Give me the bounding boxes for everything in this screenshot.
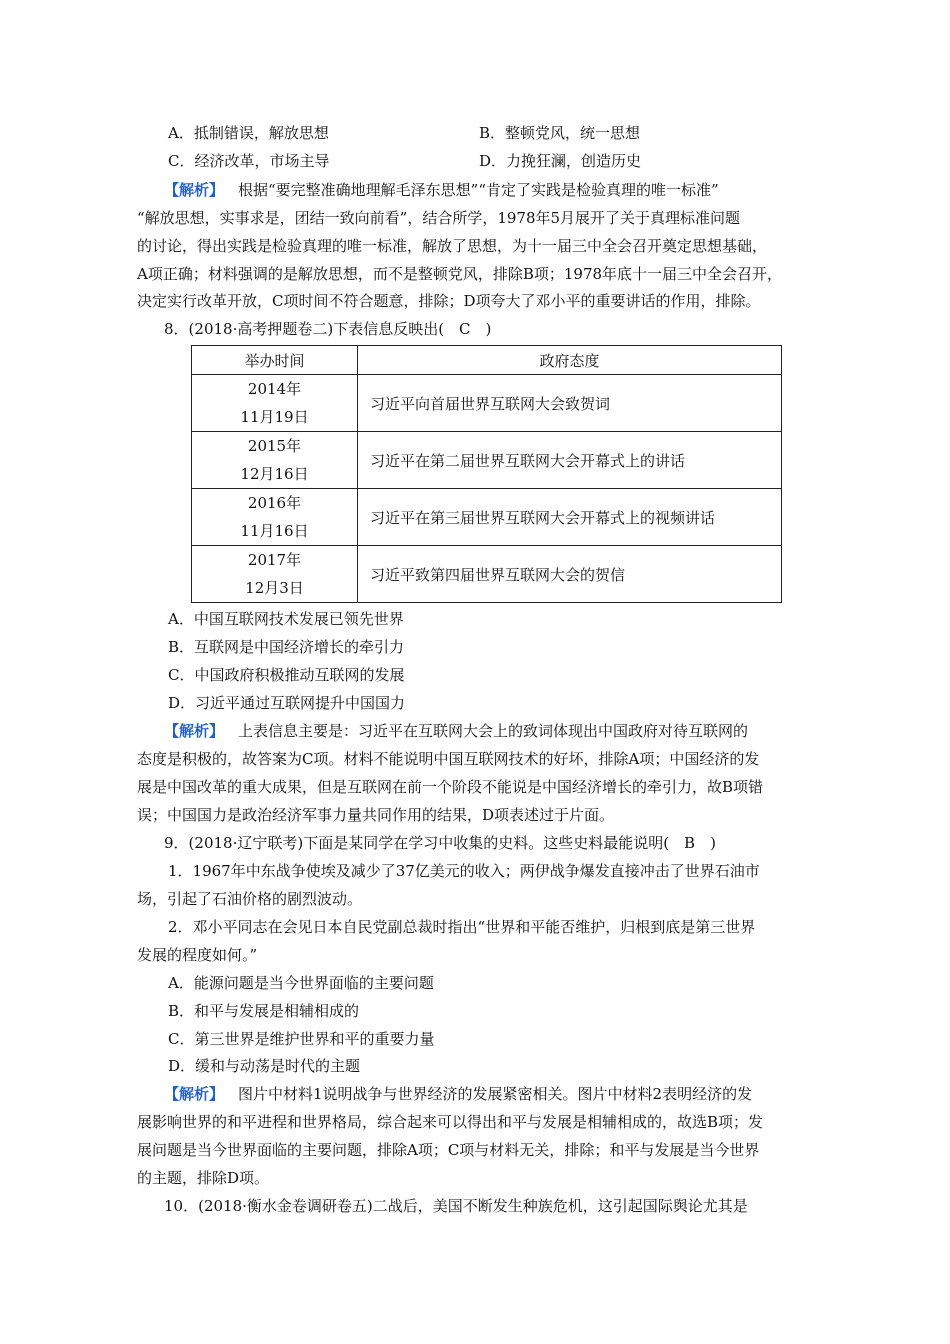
- q8-analysis-line-2: 态度是积极的，故答案为C项。材料不能说明中国互联网技术的好坏，排除A项；中国经济的发: [137, 750, 760, 768]
- q7-analysis-line-4: A项正确；材料强调的是解放思想，而不是整顿党风，排除B项；1978年底十一届三中全会召开，: [137, 265, 783, 283]
- q8-stem: 8．(2018·高考押题卷二)下表信息反映出( C ): [164, 320, 492, 338]
- q7-analysis-line-1: 【解析】 根据“要完整准确地理解毛泽东思想”“肯定了实践是检验真理的唯一标准”: [164, 181, 719, 199]
- table-row: [192, 375, 782, 432]
- q9-material-2-line-2: 发展的程度如何。”: [137, 946, 258, 964]
- q9-material-2-line-1: 2．邓小平同志在会见日本自民党副总裁时指出“世界和平能否维护，归根到底是第三世界: [168, 918, 756, 936]
- q7-option-a: A．抵制错误，解放思想: [168, 124, 329, 142]
- q8-info-table: [191, 345, 782, 603]
- q8-option-d: D．习近平通过互联网提升中国国力: [168, 694, 406, 712]
- table-cell-attitude: 习近平在第三届世界互联网大会开幕式上的视频讲话: [358, 489, 782, 546]
- q8-option-b: B．互联网是中国经济增长的牵引力: [168, 638, 405, 656]
- q8-analysis-line-3: 展是中国改革的重大成果，但是互联网在前一个阶段不能说是中国经济增长的牵引力，故B项错: [137, 778, 764, 796]
- q9-option-b: B．和平与发展是相辅相成的: [168, 1002, 360, 1020]
- table-row: [192, 432, 782, 489]
- table-row: [192, 489, 782, 546]
- q9-stem: 9．(2018·辽宁联考)下面是某同学在学习中收集的史料。这些史料最能说明( B ): [164, 834, 716, 852]
- q9-analysis-line-3: 展问题是当今世界面临的主要问题，排除A项；C项与材料无关，排除；和平与发展是当今世界: [137, 1141, 760, 1159]
- q7-option-b: B．整顿党风，统一思想: [479, 124, 641, 142]
- analysis-tag: 【解析】: [164, 181, 225, 199]
- q7-analysis-line-5: 决定实行改革开放，C项时间不符合题意，排除；D项夸大了邓小平的重要讲话的作用，排除。: [137, 292, 761, 310]
- table-header-time: 举办时间: [192, 346, 358, 375]
- analysis-tag: 【解析】: [164, 722, 225, 740]
- table-cell-date: 2016年 11月16日: [192, 489, 358, 546]
- q7-analysis-line-2: “解放思想，实事求是，团结一致向前看”，结合所学，1978年5月展开了关于真理标准问题: [137, 209, 741, 227]
- q10-stem: 10．(2018·衡水金卷调研卷五)二战后，美国不断发生种族危机，这引起国际舆论尤其是: [164, 1197, 748, 1215]
- q9-option-c: C．第三世界是维护世界和平的重要力量: [168, 1030, 435, 1048]
- q7-option-d: D．力挽狂澜，创造历史: [479, 152, 642, 170]
- table-cell-attitude: 习近平致第四届世界互联网大会的贺信: [358, 546, 782, 603]
- table-cell-date: 2014年 11月19日: [192, 375, 358, 432]
- table-cell-date: 2017年 12月3日: [192, 546, 358, 603]
- q8-option-a: A．中国互联网技术发展已领先世界: [168, 610, 404, 628]
- q8-analysis-line-1: 【解析】 上表信息主要是：习近平在互联网大会上的致词体现出中国政府对待互联网的: [164, 722, 749, 740]
- table-cell-date: 2015年 12月16日: [192, 432, 358, 489]
- q8-analysis-line-4: 误；中国国力是政治经济军事力量共同作用的结果，D项表述过于片面。: [137, 806, 615, 824]
- table-header-attitude: 政府态度: [358, 346, 782, 375]
- q9-option-d: D．缓和与动荡是时代的主题: [168, 1057, 361, 1075]
- q8-option-c: C．中国政府积极推动互联网的发展: [168, 666, 405, 684]
- table-cell-attitude: 习近平向首届世界互联网大会致贺词: [358, 375, 782, 432]
- table-cell-attitude: 习近平在第二届世界互联网大会开幕式上的讲话: [358, 432, 782, 489]
- q9-analysis-line-4: 的主题，排除D项。: [137, 1169, 270, 1187]
- q7-analysis-line-3: 的讨论，得出实践是检验真理的唯一标准，解放了思想，为十一届三中全会召开奠定思想基础，: [137, 237, 768, 255]
- q9-material-1-line-2: 场，引起了石油价格的剧烈波动。: [137, 890, 363, 908]
- analysis-tag: 【解析】: [164, 1085, 225, 1103]
- q7-option-c: C．经济改革，市场主导: [168, 152, 330, 170]
- table-row: [192, 546, 782, 603]
- q9-analysis-line-2: 展影响世界的和平进程和世界格局，综合起来可以得出和平与发展是相辅相成的，故选B项；发: [137, 1113, 764, 1131]
- q9-option-a: A．能源问题是当今世界面临的主要问题: [168, 974, 434, 992]
- q9-material-1-line-1: 1．1967年中东战争使埃及减少了37亿美元的收入；两伊战争爆发直接冲击了世界石油市: [168, 862, 760, 880]
- table-header-row: [192, 346, 782, 375]
- q9-analysis-line-1: 【解析】 图片中材料1说明战争与世界经济的发展紧密相关。图片中材料2表明经济的发: [164, 1085, 753, 1103]
